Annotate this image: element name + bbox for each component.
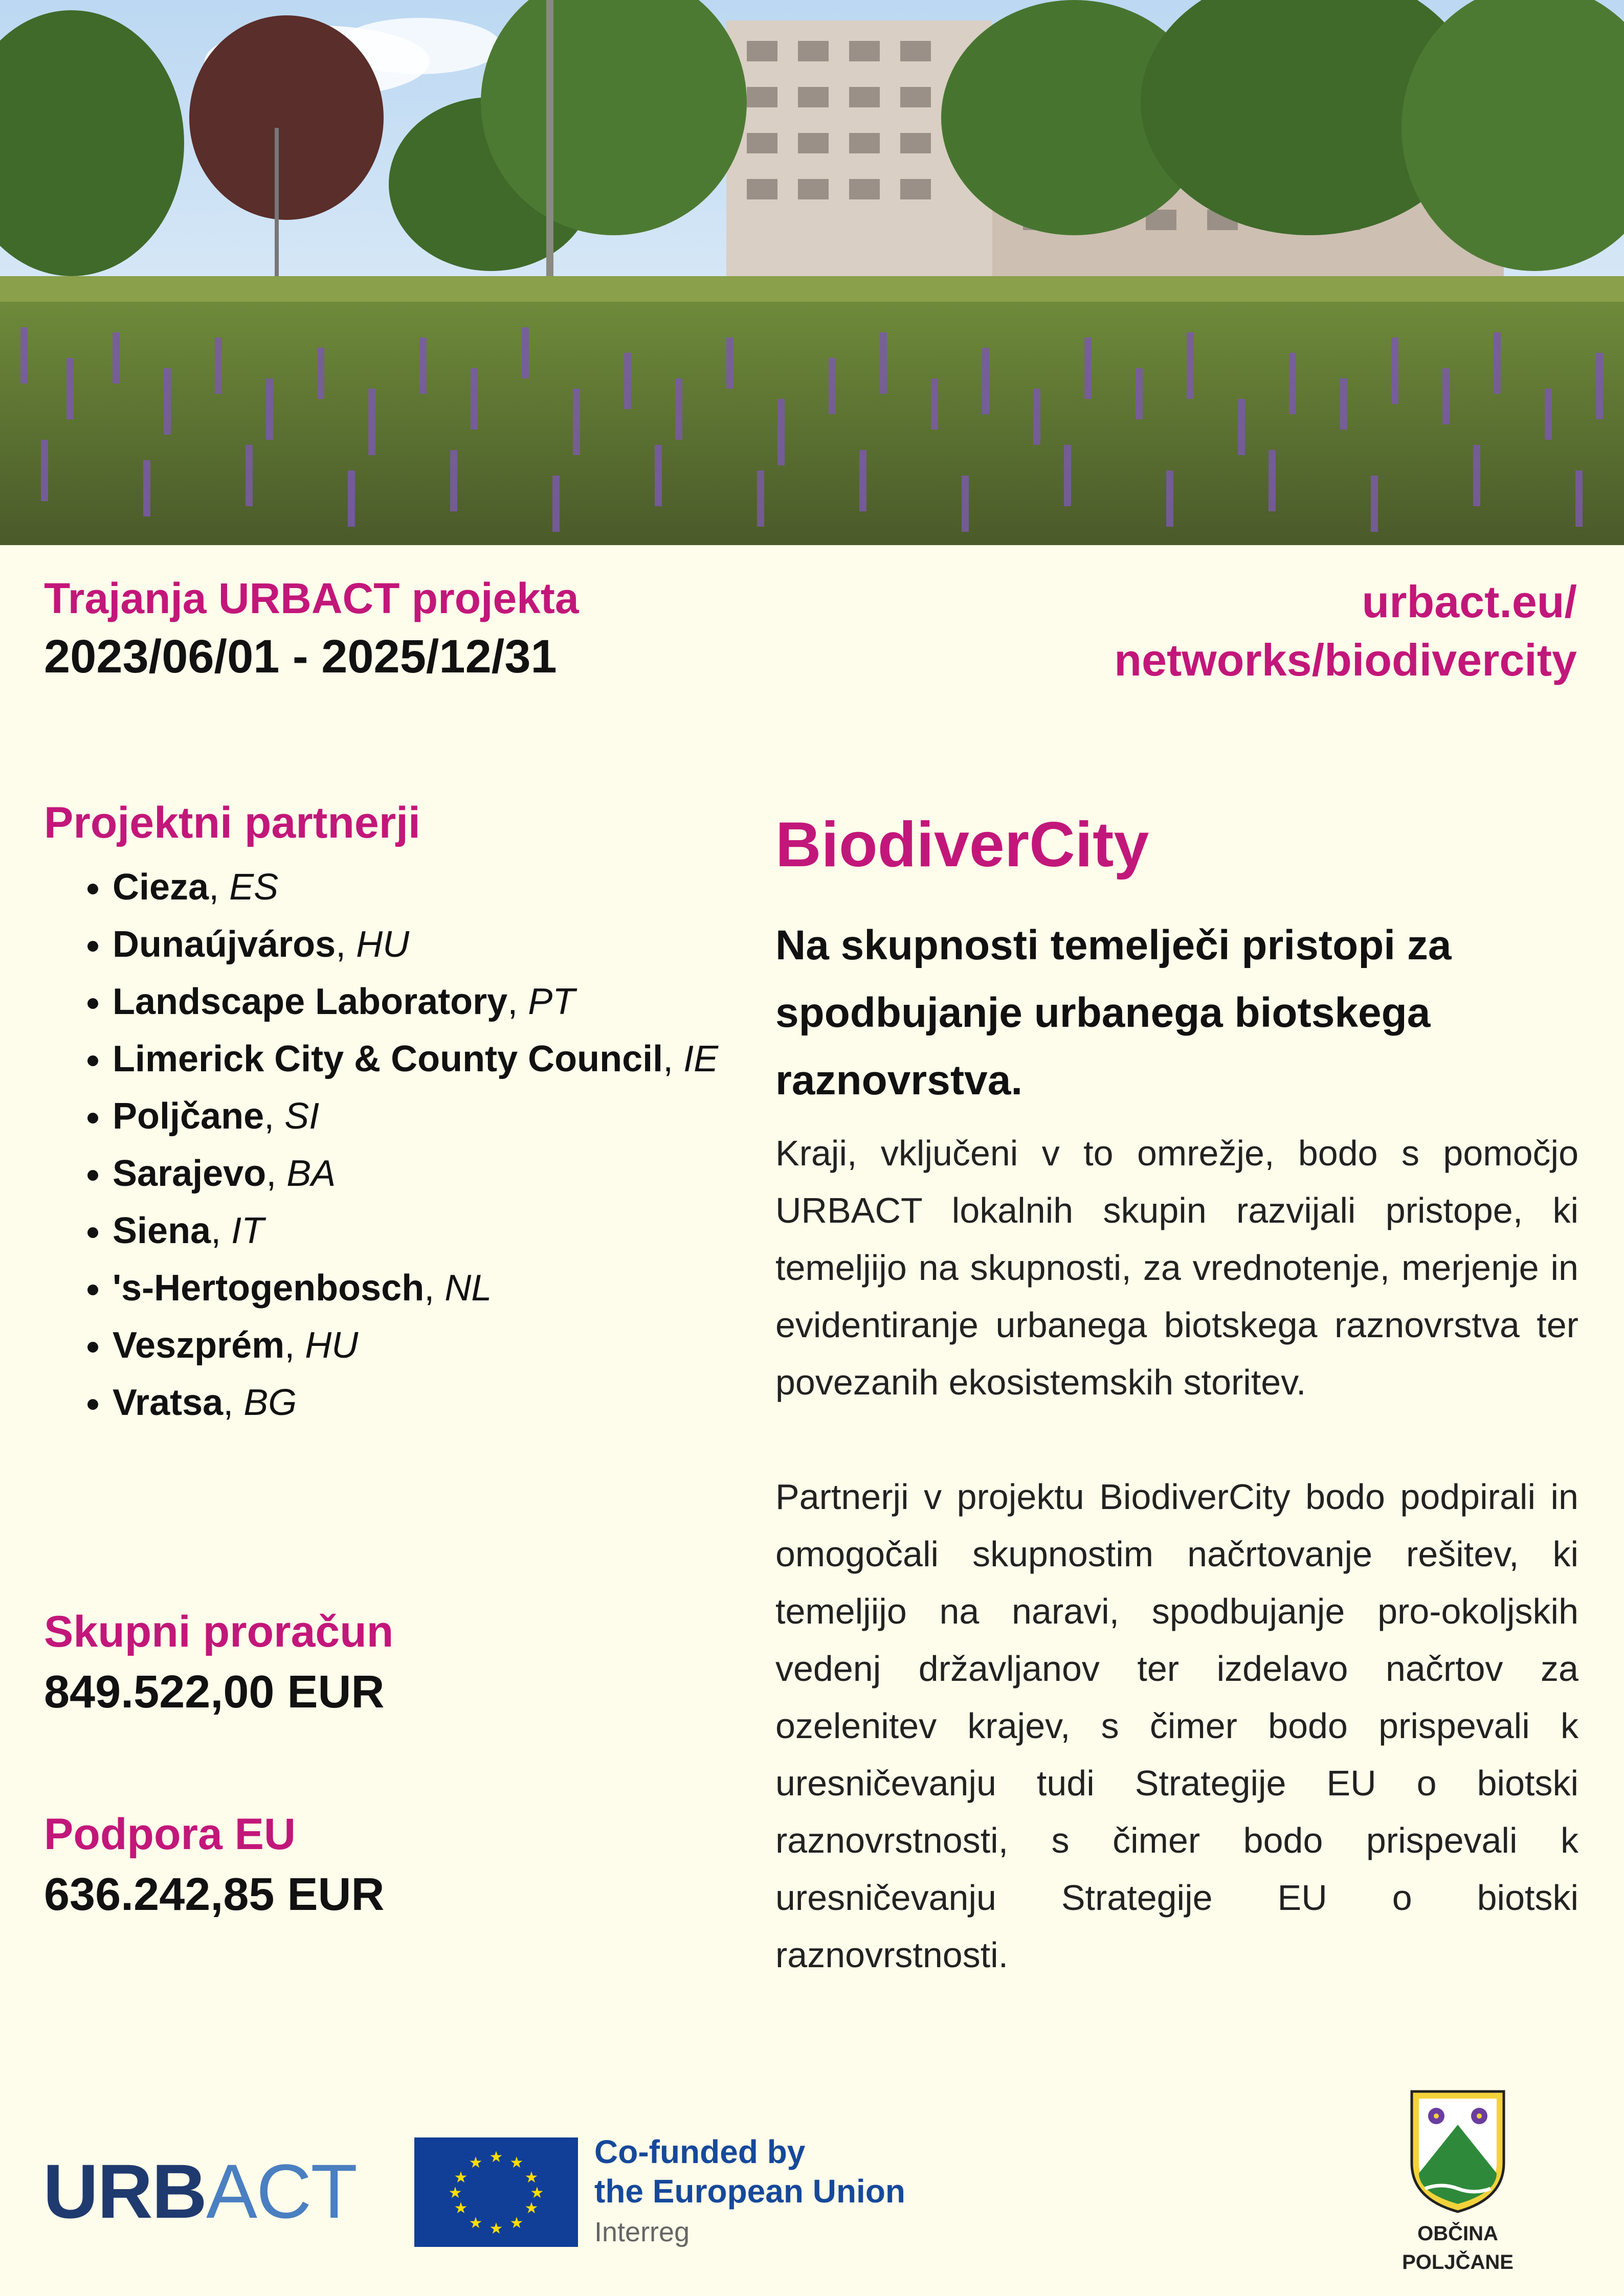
list-item: • 's-Hertogenbosch, NL — [113, 1259, 735, 1317]
list-item: • Dunaújváros, HU — [113, 916, 735, 973]
partner-city: Siena — [113, 1210, 211, 1251]
duration-label: Trajanja URBACT projekta — [44, 574, 579, 622]
eu-stars-icon — [414, 2137, 578, 2247]
partner-city: Vratsa — [113, 1382, 224, 1423]
partner-city: 's-Hertogenbosch — [113, 1267, 425, 1309]
coat-of-arms-icon — [1407, 2086, 1509, 2214]
partner-country: NL — [444, 1267, 492, 1309]
svg-text:★: ★ — [509, 2154, 524, 2172]
list-item: • Poljčane, SI — [113, 1088, 735, 1145]
partner-city: Dunaújváros — [113, 924, 336, 965]
project-subtitle: Na skupnosti temelječi pristopi za spodbujanje urbanega biotskega raznovrstva. — [775, 921, 1452, 1104]
partners-section — [44, 798, 735, 1431]
svg-text:★: ★ — [489, 2148, 503, 2166]
list-item: • Sarajevo, BA — [113, 1145, 735, 1202]
partner-country: BA — [286, 1153, 336, 1194]
eu-support-label: Podpora EU — [44, 1810, 296, 1859]
svg-text:★: ★ — [524, 2169, 539, 2187]
url-line-2[interactable]: networks/biodivercity — [1114, 635, 1577, 686]
paragraph-1: Kraji, vključeni v to omrežje, bodo s pomočjo URBACT lokalnih skupin razvijali pristope, ki temeljijo na skupnosti, za vrednotenje, merjenje in evidentiranje urbanega biotskega raznovrstva ter povezanih ekosistemskih storitev. — [775, 1133, 1578, 1402]
project-url[interactable] — [1114, 573, 1577, 690]
eu-line-1: Co-funded by — [594, 2133, 806, 2170]
total-budget-value: 849.522,00 EUR — [44, 1667, 385, 1718]
list-item: • Landscape Laboratory, PT — [113, 973, 735, 1030]
poljcane-crest — [1401, 2086, 1514, 2274]
partner-country: HU — [356, 924, 410, 965]
svg-text:★: ★ — [469, 2214, 483, 2232]
total-budget — [44, 1606, 709, 1722]
list-item: • Limerick City & County Council, IE — [113, 1030, 735, 1088]
project-title: BiodiverCity — [775, 809, 1149, 880]
urbact-logo-dark: URB — [43, 2148, 206, 2234]
partner-country: HU — [305, 1324, 359, 1366]
partner-city: Cieza — [113, 866, 209, 908]
footer-logos — [0, 2076, 1624, 2296]
url-line-1[interactable]: urbact.eu/ — [1362, 576, 1577, 627]
svg-text:★: ★ — [448, 2184, 462, 2202]
partner-city: Landscape Laboratory — [113, 981, 508, 1022]
list-item: • Cieza, ES — [113, 859, 735, 916]
list-item: • Siena, IT — [113, 1202, 735, 1259]
urbact-logo-light: ACT — [206, 2148, 357, 2234]
partner-country: BG — [243, 1382, 297, 1423]
partners-title: Projektni partnerji — [44, 798, 420, 847]
crest-line-2: POLJČANE — [1402, 2251, 1514, 2274]
svg-text:★: ★ — [489, 2220, 503, 2238]
svg-text:★: ★ — [454, 2169, 468, 2187]
svg-text:★: ★ — [509, 2214, 524, 2232]
urbact-logo — [43, 2148, 357, 2234]
hero-photo — [0, 0, 1624, 545]
svg-text:★: ★ — [530, 2184, 544, 2202]
duration-dates: 2023/06/01 - 2025/12/31 — [44, 630, 557, 683]
eu-cofunded-text — [594, 2132, 905, 2250]
eu-flag-icon — [414, 2137, 578, 2247]
partner-city: Veszprém — [113, 1324, 285, 1366]
partner-country: IT — [231, 1210, 264, 1251]
partner-city: Sarajevo — [113, 1153, 266, 1194]
total-budget-label: Skupni proračun — [44, 1607, 394, 1656]
partner-country: PT — [528, 981, 575, 1022]
list-item: • Veszprém, HU — [113, 1317, 735, 1374]
list-item: • Vratsa, BG — [113, 1374, 735, 1431]
project-duration — [44, 573, 579, 686]
eu-line-3: Interreg — [594, 2216, 690, 2247]
meadow-illustration — [0, 0, 1624, 545]
paragraph-2: Partnerji v projektu BiodiverCity bodo podpirali in omogočali skupnostim načrtovanje rešitev, ki temeljijo na naravi, spodbujanje pro-okoljskih vedenj državljanov ter izdelavo načrtov za ozelenitev krajev, s čimer bodo prispevali k uresničevanju tudi Strategije EU o biotski raznovrstnosti, s čimer bodo prispevali k uresničevanju Strategije EU o biotski raznovrstnosti. — [775, 1476, 1578, 1975]
crest-line-1: OBČINA — [1417, 2222, 1498, 2245]
partner-city: Limerick City & County Council — [113, 1038, 663, 1079]
svg-text:★: ★ — [469, 2154, 483, 2172]
eu-support — [44, 1808, 709, 1925]
eu-line-2: the European Union — [594, 2172, 905, 2210]
svg-text:★: ★ — [454, 2199, 468, 2217]
partner-city: Poljčane — [113, 1095, 264, 1137]
partner-country: ES — [229, 866, 279, 908]
partners-list — [44, 859, 735, 1431]
project-description — [775, 807, 1578, 1984]
partner-country: SI — [284, 1095, 320, 1137]
svg-text:★: ★ — [524, 2199, 539, 2217]
eu-support-value: 636.242,85 EUR — [44, 1869, 385, 1921]
partner-country: IE — [683, 1038, 719, 1079]
